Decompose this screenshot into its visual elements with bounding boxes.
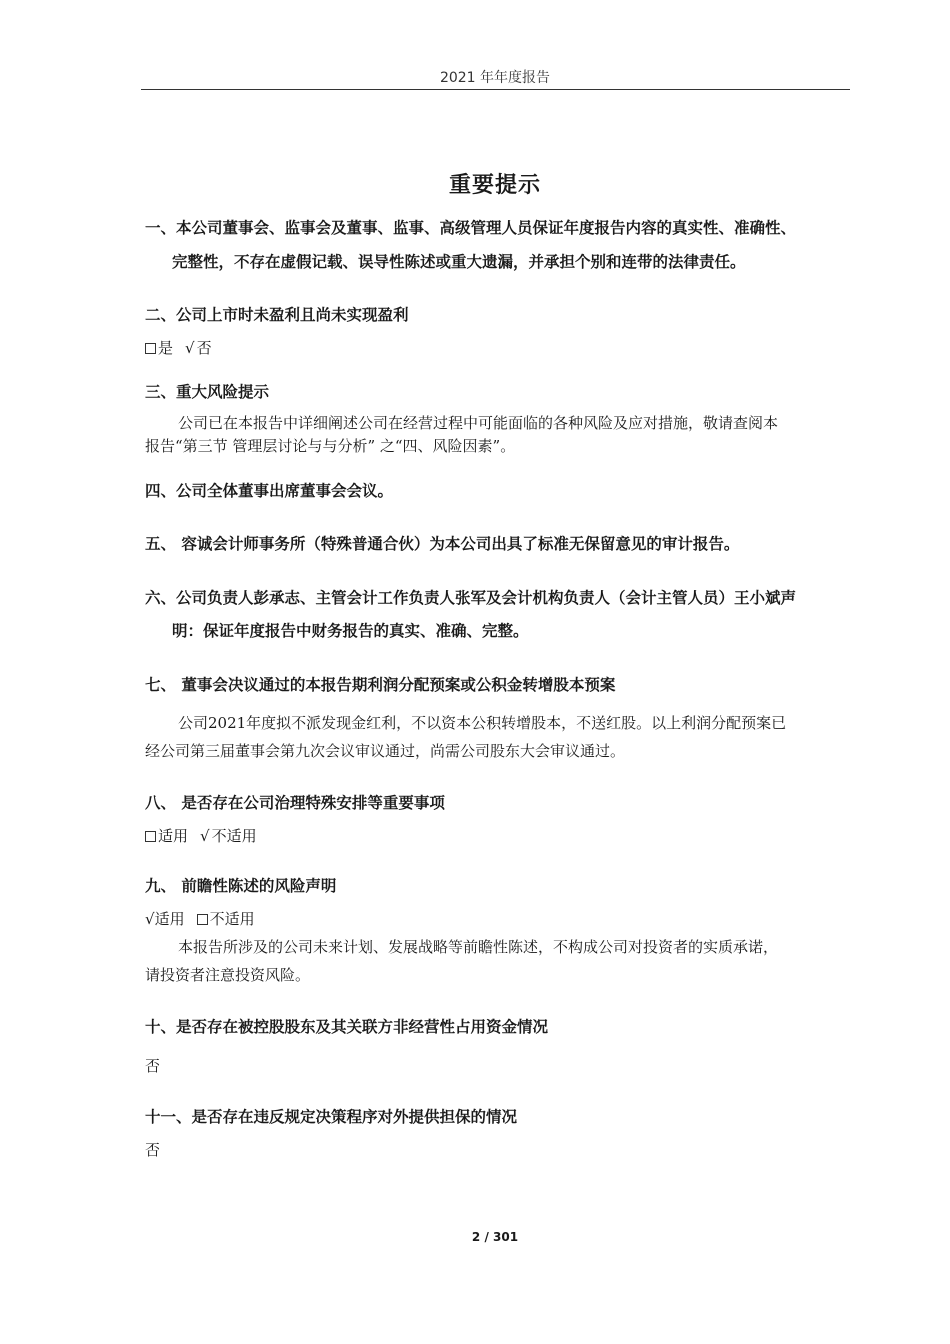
section-5-heading: 五、 容诚会计师事务所（特殊普通合伙）为本公司出具了标准无保留意见的审计报告。 — [145, 535, 740, 553]
page-title: 重要提示 — [448, 173, 541, 198]
section-11-answer: 否 — [145, 1141, 161, 1159]
section-7-heading: 七、 董事会决议通过的本报告期利润分配预案或公积金转增股本预案 — [145, 676, 616, 694]
section-10-heading: 十、是否存在被控股股东及其关联方非经营性占用资金情况 — [145, 1018, 549, 1036]
section-1-line-1: 一、本公司董事会、监事会及董事、监事、高级管理人员保证年度报告内容的真实性、准确性、 — [145, 219, 797, 237]
section-9-options — [145, 908, 255, 930]
section-6-line-1: 六、公司负责人彭承志、主管会计工作负责人张军及会计机构负责人（会计主管人员）王小斌声 — [145, 589, 797, 607]
checkbox-empty-icon — [197, 914, 208, 925]
section-11-heading: 十一、是否存在违反规定决策程序对外提供担保的情况 — [145, 1108, 518, 1126]
page-number: 2 / 301 — [471, 1230, 519, 1244]
option-no: 否 — [196, 339, 212, 357]
section-10-answer: 否 — [145, 1057, 161, 1075]
section-3-line-1: 公司已在本报告中详细阐述公司在经营过程中可能面临的各种风险及应对措施，敬请查阅本 — [178, 414, 779, 432]
section-2-options — [145, 337, 212, 359]
section-4-heading: 四、公司全体董事出席董事会会议。 — [145, 482, 394, 500]
section-1-line-2: 完整性，不存在虚假记载、误导性陈述或重大遗漏，并承担个别和连带的法律责任。 — [172, 253, 746, 271]
section-9-line-2: 请投资者注意投资风险。 — [145, 966, 311, 984]
section-7-line-1: 公司2021年度拟不派发现金红利，不以资本公积转增股本，不送红股。以上利润分配预案已 — [178, 714, 787, 732]
report-header: 2021 年年度报告 — [439, 70, 551, 86]
section-2-heading: 二、公司上市时未盈利且尚未实现盈利 — [145, 306, 409, 324]
section-7-line-2: 经公司第三届董事会第九次会议审议通过，尚需公司股东大会审议通过。 — [145, 742, 626, 760]
section-9-heading: 九、 前瞻性陈述的风险声明 — [145, 877, 337, 895]
checkmark-icon: √ — [145, 910, 155, 928]
checkmark-icon: √ — [200, 827, 210, 845]
option-not-applicable: 不适用 — [209, 910, 255, 928]
checkmark-icon: √ — [185, 339, 195, 357]
option-applicable: 适用 — [158, 827, 189, 845]
option-yes: 是 — [158, 339, 174, 357]
section-6-line-2: 明：保证年度报告中财务报告的真实、准确、完整。 — [172, 622, 529, 640]
section-9-line-1: 本报告所涉及的公司未来计划、发展战略等前瞻性陈述，不构成公司对投资者的实质承诺， — [178, 938, 779, 956]
section-8-heading: 八、 是否存在公司治理特殊安排等重要事项 — [145, 794, 445, 812]
checkbox-empty-icon — [145, 831, 156, 842]
header-divider — [141, 89, 850, 90]
section-8-options — [145, 825, 257, 847]
section-3-heading: 三、重大风险提示 — [145, 383, 270, 401]
option-applicable: 适用 — [154, 910, 185, 928]
option-not-applicable: 不适用 — [211, 827, 257, 845]
checkbox-empty-icon — [145, 343, 156, 354]
section-3-line-2: 报告“第三节 管理层讨论与与分析” 之“四、风险因素”。 — [145, 437, 516, 455]
